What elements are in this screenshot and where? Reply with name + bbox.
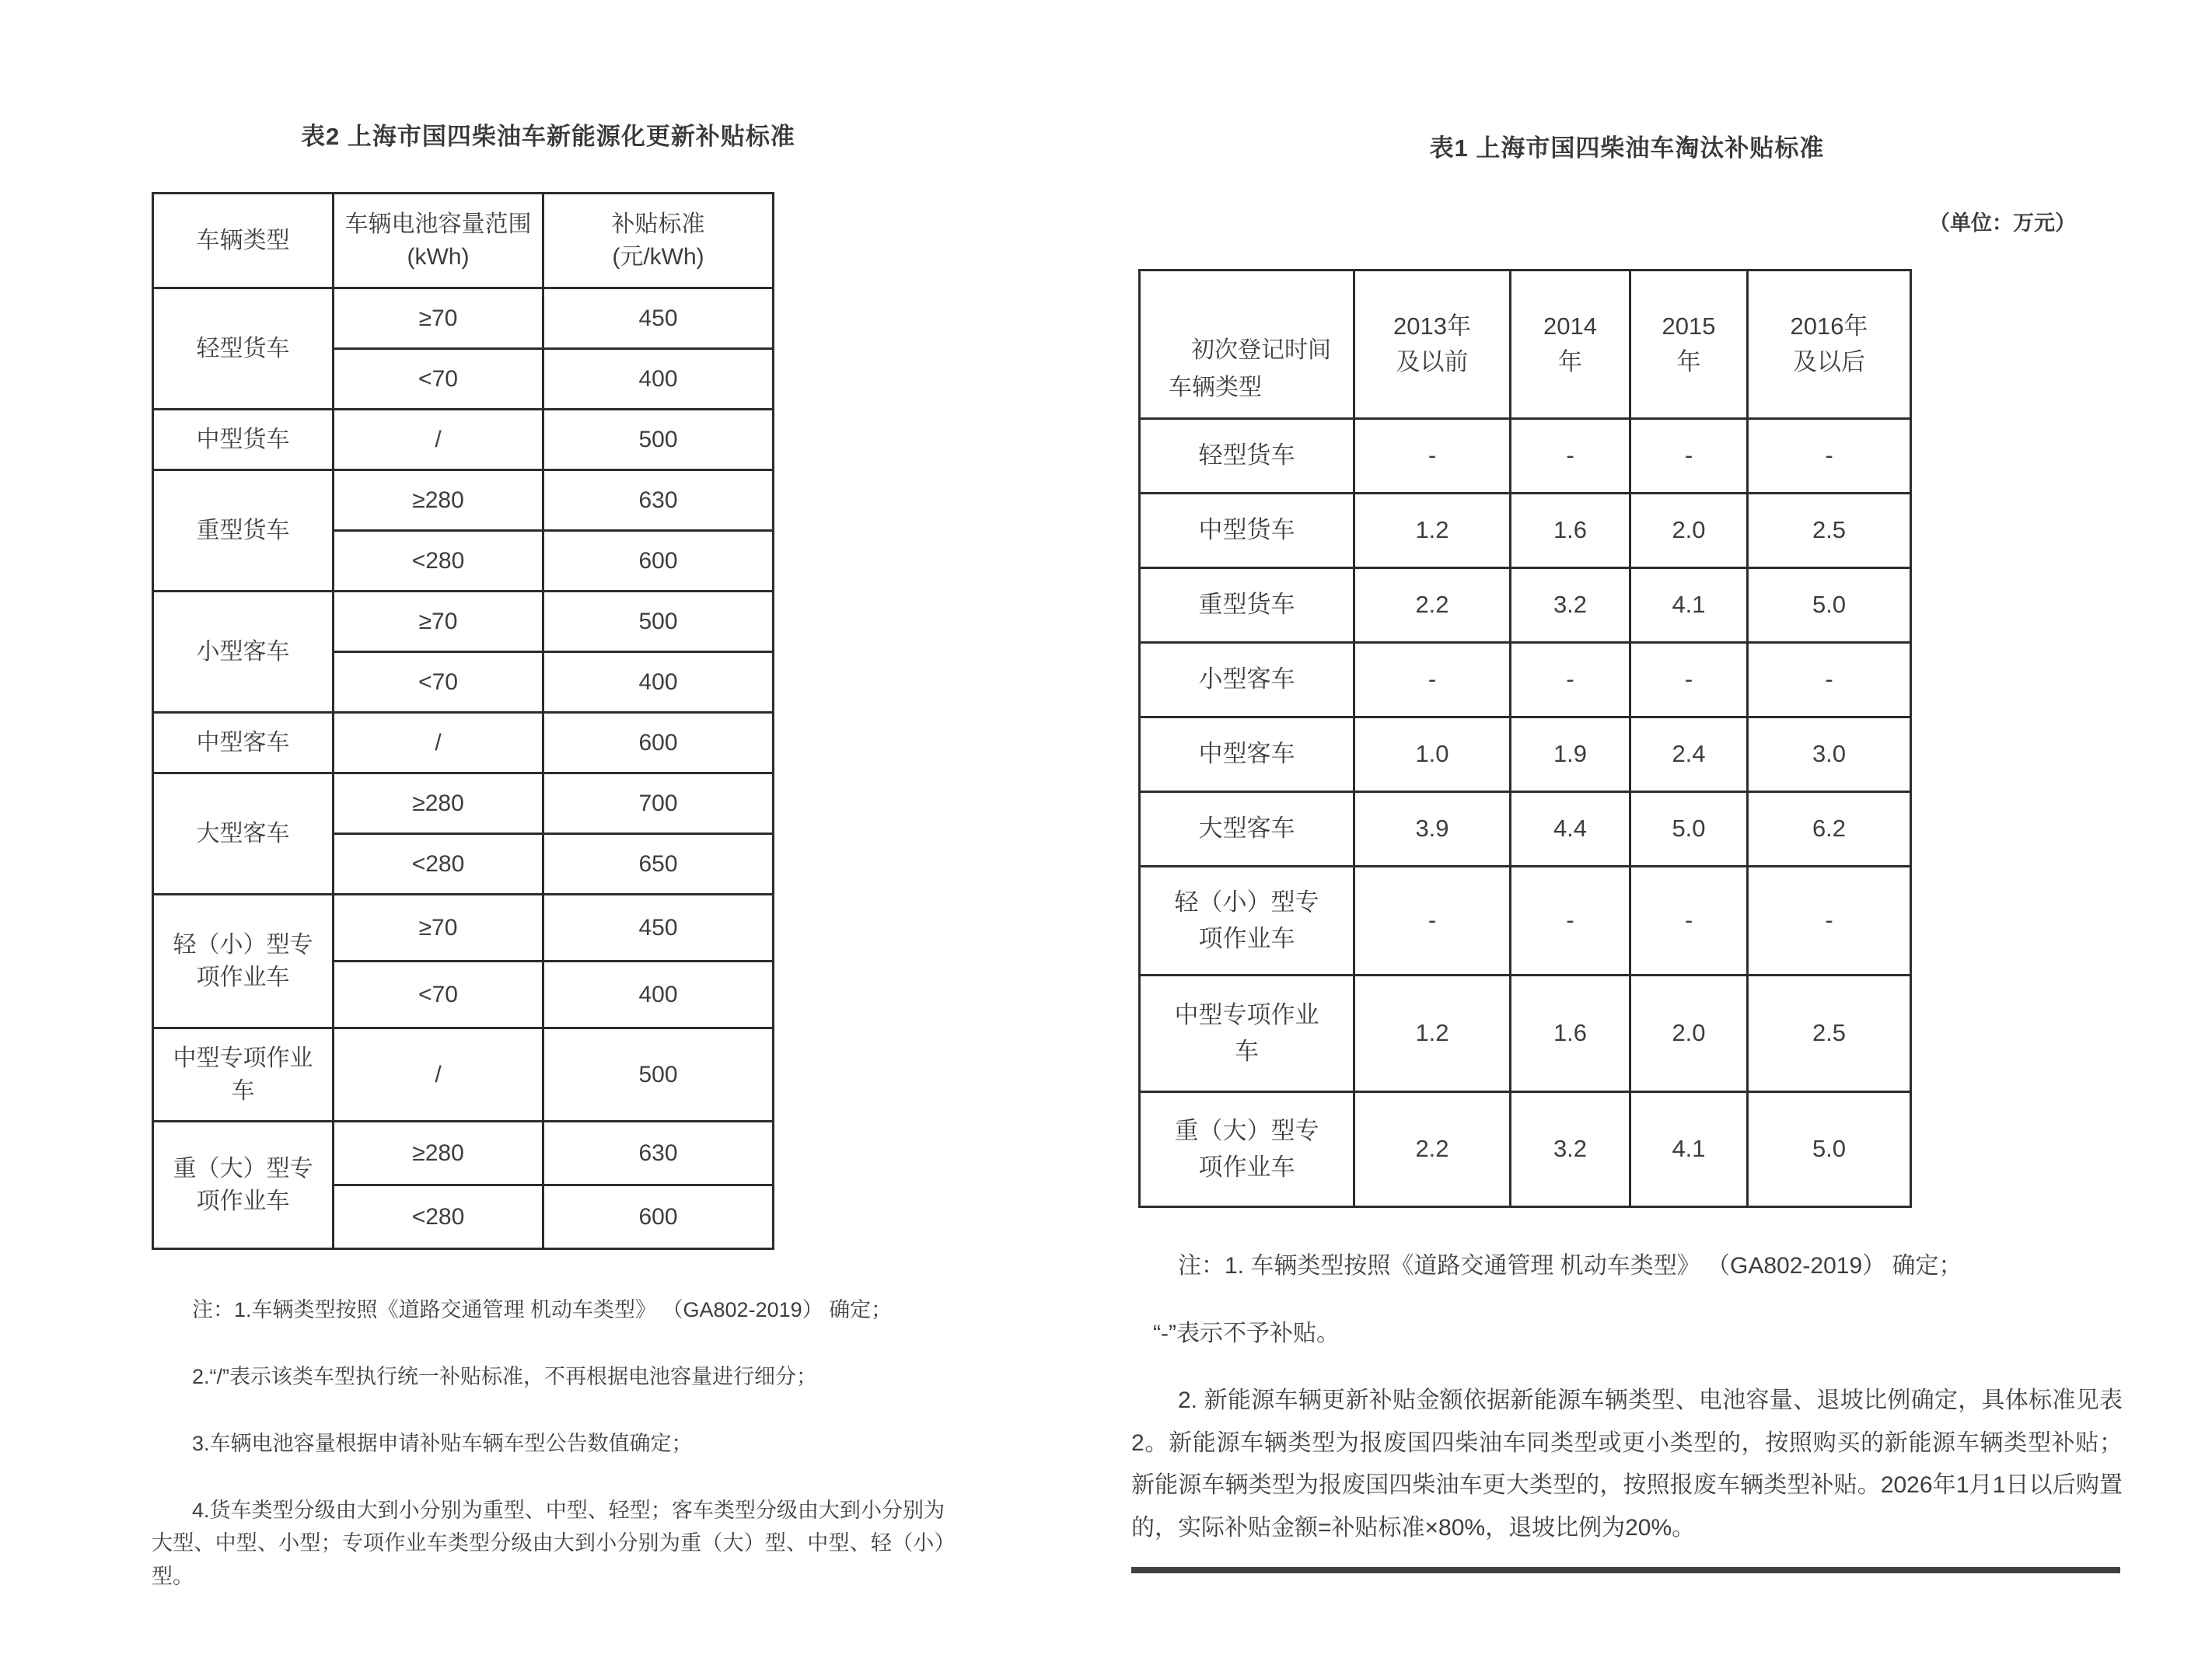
subsidy-value-cell: 2.0 [1630, 976, 1748, 1092]
subsidy-value-cell: 2.0 [1630, 494, 1748, 568]
battery-range-cell: ≥280 [334, 1122, 543, 1185]
vehicle-type-cell: 轻型货车 [153, 288, 334, 410]
subsidy-value-cell: 500 [543, 410, 774, 470]
table2-section [152, 117, 945, 1593]
battery-range-cell: ≥70 [334, 895, 543, 962]
table1-title: 表1 上海市国四柴油车淘汰补贴标准 [1429, 134, 1825, 162]
vehicle-type-cell: 重（大）型专 项作业车 [153, 1122, 334, 1249]
table2-note-4: 4.货车类型分级由大到小分别为重型、中型、轻型；客车类型分级由大到小分别为大型、中型、小型；专项作业车类型分级由大到小分别为重（大）型、中型、轻（小）型。 [152, 1499, 945, 1588]
table1-note-dash: “-”表示不予补贴。 [1153, 1320, 1340, 1346]
subsidy-value-cell: 1.2 [1354, 494, 1511, 568]
subsidy-value-cell: - [1630, 867, 1748, 976]
subsidy-value-cell: 3.0 [1748, 717, 1911, 792]
battery-range-cell: ≥280 [334, 773, 543, 834]
subsidy-value-cell: - [1748, 419, 1911, 494]
battery-range-cell: ≥70 [334, 592, 543, 652]
subsidy-value-cell: 2.5 [1748, 976, 1911, 1092]
battery-range-cell: <70 [334, 349, 543, 410]
vehicle-type-cell: 轻（小）型专 项作业车 [153, 895, 334, 1028]
subsidy-value-cell: 630 [543, 470, 774, 531]
table1-section [1131, 128, 2123, 1573]
subsidy-value-cell: - [1748, 643, 1911, 717]
battery-range-cell: ≥280 [334, 470, 543, 531]
table2-header-vehicle-type: 车辆类型 [153, 194, 334, 288]
subsidy-value-cell: 630 [543, 1122, 774, 1185]
table2-note-2: 2.“/”表示该类车型执行统一补贴标准，不再根据电池容量进行细分； [192, 1365, 818, 1389]
subsidy-value-cell: 2.4 [1630, 717, 1748, 792]
subsidy-value-cell: - [1630, 643, 1748, 717]
subsidy-value-cell: - [1511, 643, 1630, 717]
subsidy-value-cell: 500 [543, 1028, 774, 1122]
battery-range-cell: / [334, 410, 543, 470]
subsidy-value-cell: 600 [543, 1185, 774, 1249]
subsidy-value-cell: 450 [543, 895, 774, 962]
battery-range-cell: <280 [334, 834, 543, 895]
subsidy-value-cell: 2.5 [1748, 494, 1911, 568]
table1-notes [1131, 1245, 2123, 1550]
battery-range-cell: <280 [334, 1185, 543, 1249]
table2-note-3: 3.车辆电池容量根据申请补贴车辆车型公告数值确定； [192, 1432, 693, 1456]
vehicle-type-cell: 重型货车 [1140, 568, 1354, 643]
subsidy-value-cell: 400 [543, 349, 774, 410]
vehicle-type-cell: 大型客车 [1140, 792, 1354, 867]
battery-range-cell: <70 [334, 652, 543, 713]
vehicle-type-cell: 中型客车 [1140, 717, 1354, 792]
subsidy-value-cell: - [1354, 867, 1511, 976]
subsidy-value-cell: 650 [543, 834, 774, 895]
subsidy-value-cell: 1.0 [1354, 717, 1511, 792]
corner-label-registration-time: 初次登记时间 [1191, 337, 1331, 363]
vehicle-type-cell: 中型客车 [153, 713, 334, 773]
battery-range-cell: / [334, 713, 543, 773]
subsidy-value-cell: 4.4 [1511, 792, 1630, 867]
vehicle-type-cell: 重型货车 [153, 470, 334, 592]
subsidy-value-cell: 450 [543, 288, 774, 349]
battery-range-cell: <280 [334, 531, 543, 592]
subsidy-value-cell: 1.6 [1511, 494, 1630, 568]
subsidy-value-cell: 600 [543, 713, 774, 773]
table1-scrappage-subsidy [1138, 269, 1912, 1208]
vehicle-type-cell: 中型货车 [153, 410, 334, 470]
table1-header-corner [1140, 271, 1354, 419]
table2-title: 表2 上海市国四柴油车新能源化更新补贴标准 [301, 123, 795, 150]
divider-rule [1131, 1567, 2120, 1573]
subsidy-value-cell: 1.2 [1354, 976, 1511, 1092]
battery-range-cell: / [334, 1028, 543, 1122]
subsidy-value-cell: 1.6 [1511, 976, 1630, 1092]
vehicle-type-cell: 大型客车 [153, 773, 334, 895]
subsidy-value-cell: 3.9 [1354, 792, 1511, 867]
subsidy-value-cell: 500 [543, 592, 774, 652]
table1-header-year-2016: 2016年 及以后 [1748, 271, 1911, 419]
table2-note-1: 注：1.车辆类型按照《道路交通管理 机动车类型》 （GA802-2019） 确定； [192, 1298, 893, 1321]
table2-header-subsidy-standard: 补贴标准 (元/kWh) [543, 194, 774, 288]
corner-label-vehicle-type: 车辆类型 [1169, 375, 1262, 400]
subsidy-value-cell: 2.2 [1354, 568, 1511, 643]
vehicle-type-cell: 小型客车 [1140, 643, 1354, 717]
subsidy-value-cell: - [1511, 867, 1630, 976]
table2-subsidy-standards [152, 192, 774, 1250]
subsidy-value-cell: 4.1 [1630, 1092, 1748, 1207]
subsidy-value-cell: 700 [543, 773, 774, 834]
subsidy-value-cell: - [1354, 419, 1511, 494]
vehicle-type-cell: 轻型货车 [1140, 419, 1354, 494]
table2-notes [152, 1293, 945, 1593]
table1-unit-label: （单位：万元） [1929, 211, 2076, 235]
subsidy-value-cell: - [1630, 419, 1748, 494]
subsidy-value-cell: 5.0 [1748, 1092, 1911, 1207]
subsidy-value-cell: 2.2 [1354, 1092, 1511, 1207]
subsidy-value-cell: 4.1 [1630, 568, 1748, 643]
subsidy-value-cell: 5.0 [1748, 568, 1911, 643]
table1-header-year-2015: 2015 年 [1630, 271, 1748, 419]
subsidy-value-cell: 600 [543, 531, 774, 592]
battery-range-cell: ≥70 [334, 288, 543, 349]
vehicle-type-cell: 轻（小）型专 项作业车 [1140, 867, 1354, 976]
subsidy-value-cell: 3.2 [1511, 568, 1630, 643]
subsidy-value-cell: 1.9 [1511, 717, 1630, 792]
table1-note-1: 注：1. 车辆类型按照《道路交通管理 机动车类型》 （GA802-2019） 确定； [1178, 1253, 1962, 1279]
table2-header-battery-range: 车辆电池容量范围 (kWh) [334, 194, 543, 288]
subsidy-value-cell: 6.2 [1748, 792, 1911, 867]
subsidy-value-cell: 5.0 [1630, 792, 1748, 867]
vehicle-type-cell: 中型专项作业 车 [1140, 976, 1354, 1092]
subsidy-value-cell: 400 [543, 652, 774, 713]
table1-note-2: 2. 新能源车辆更新补贴金额依据新能源车辆类型、电池容量、退坡比例确定，具体标准见表2。新能源车辆类型为报废国四柴油车同类型或更小类型的，按照购买的新能源车辆类型补贴；新能源车辆类型为报废国四柴油车更大类型的，按照报废车辆类型补贴。2026年1月1日以后购置的，实际补贴金额=补贴标准×80%，退坡比例为20%。 [1131, 1388, 2123, 1541]
vehicle-type-cell: 中型专项作业 车 [153, 1028, 334, 1122]
vehicle-type-cell: 重（大）型专 项作业车 [1140, 1092, 1354, 1207]
subsidy-value-cell: 3.2 [1511, 1092, 1630, 1207]
subsidy-value-cell: 400 [543, 962, 774, 1028]
vehicle-type-cell: 中型货车 [1140, 494, 1354, 568]
subsidy-value-cell: - [1354, 643, 1511, 717]
battery-range-cell: <70 [334, 962, 543, 1028]
subsidy-value-cell: - [1748, 867, 1911, 976]
vehicle-type-cell: 小型客车 [153, 592, 334, 713]
subsidy-value-cell: - [1511, 419, 1630, 494]
table1-header-year-2014: 2014 年 [1511, 271, 1630, 419]
table1-header-year-2013: 2013年 及以前 [1354, 271, 1511, 419]
